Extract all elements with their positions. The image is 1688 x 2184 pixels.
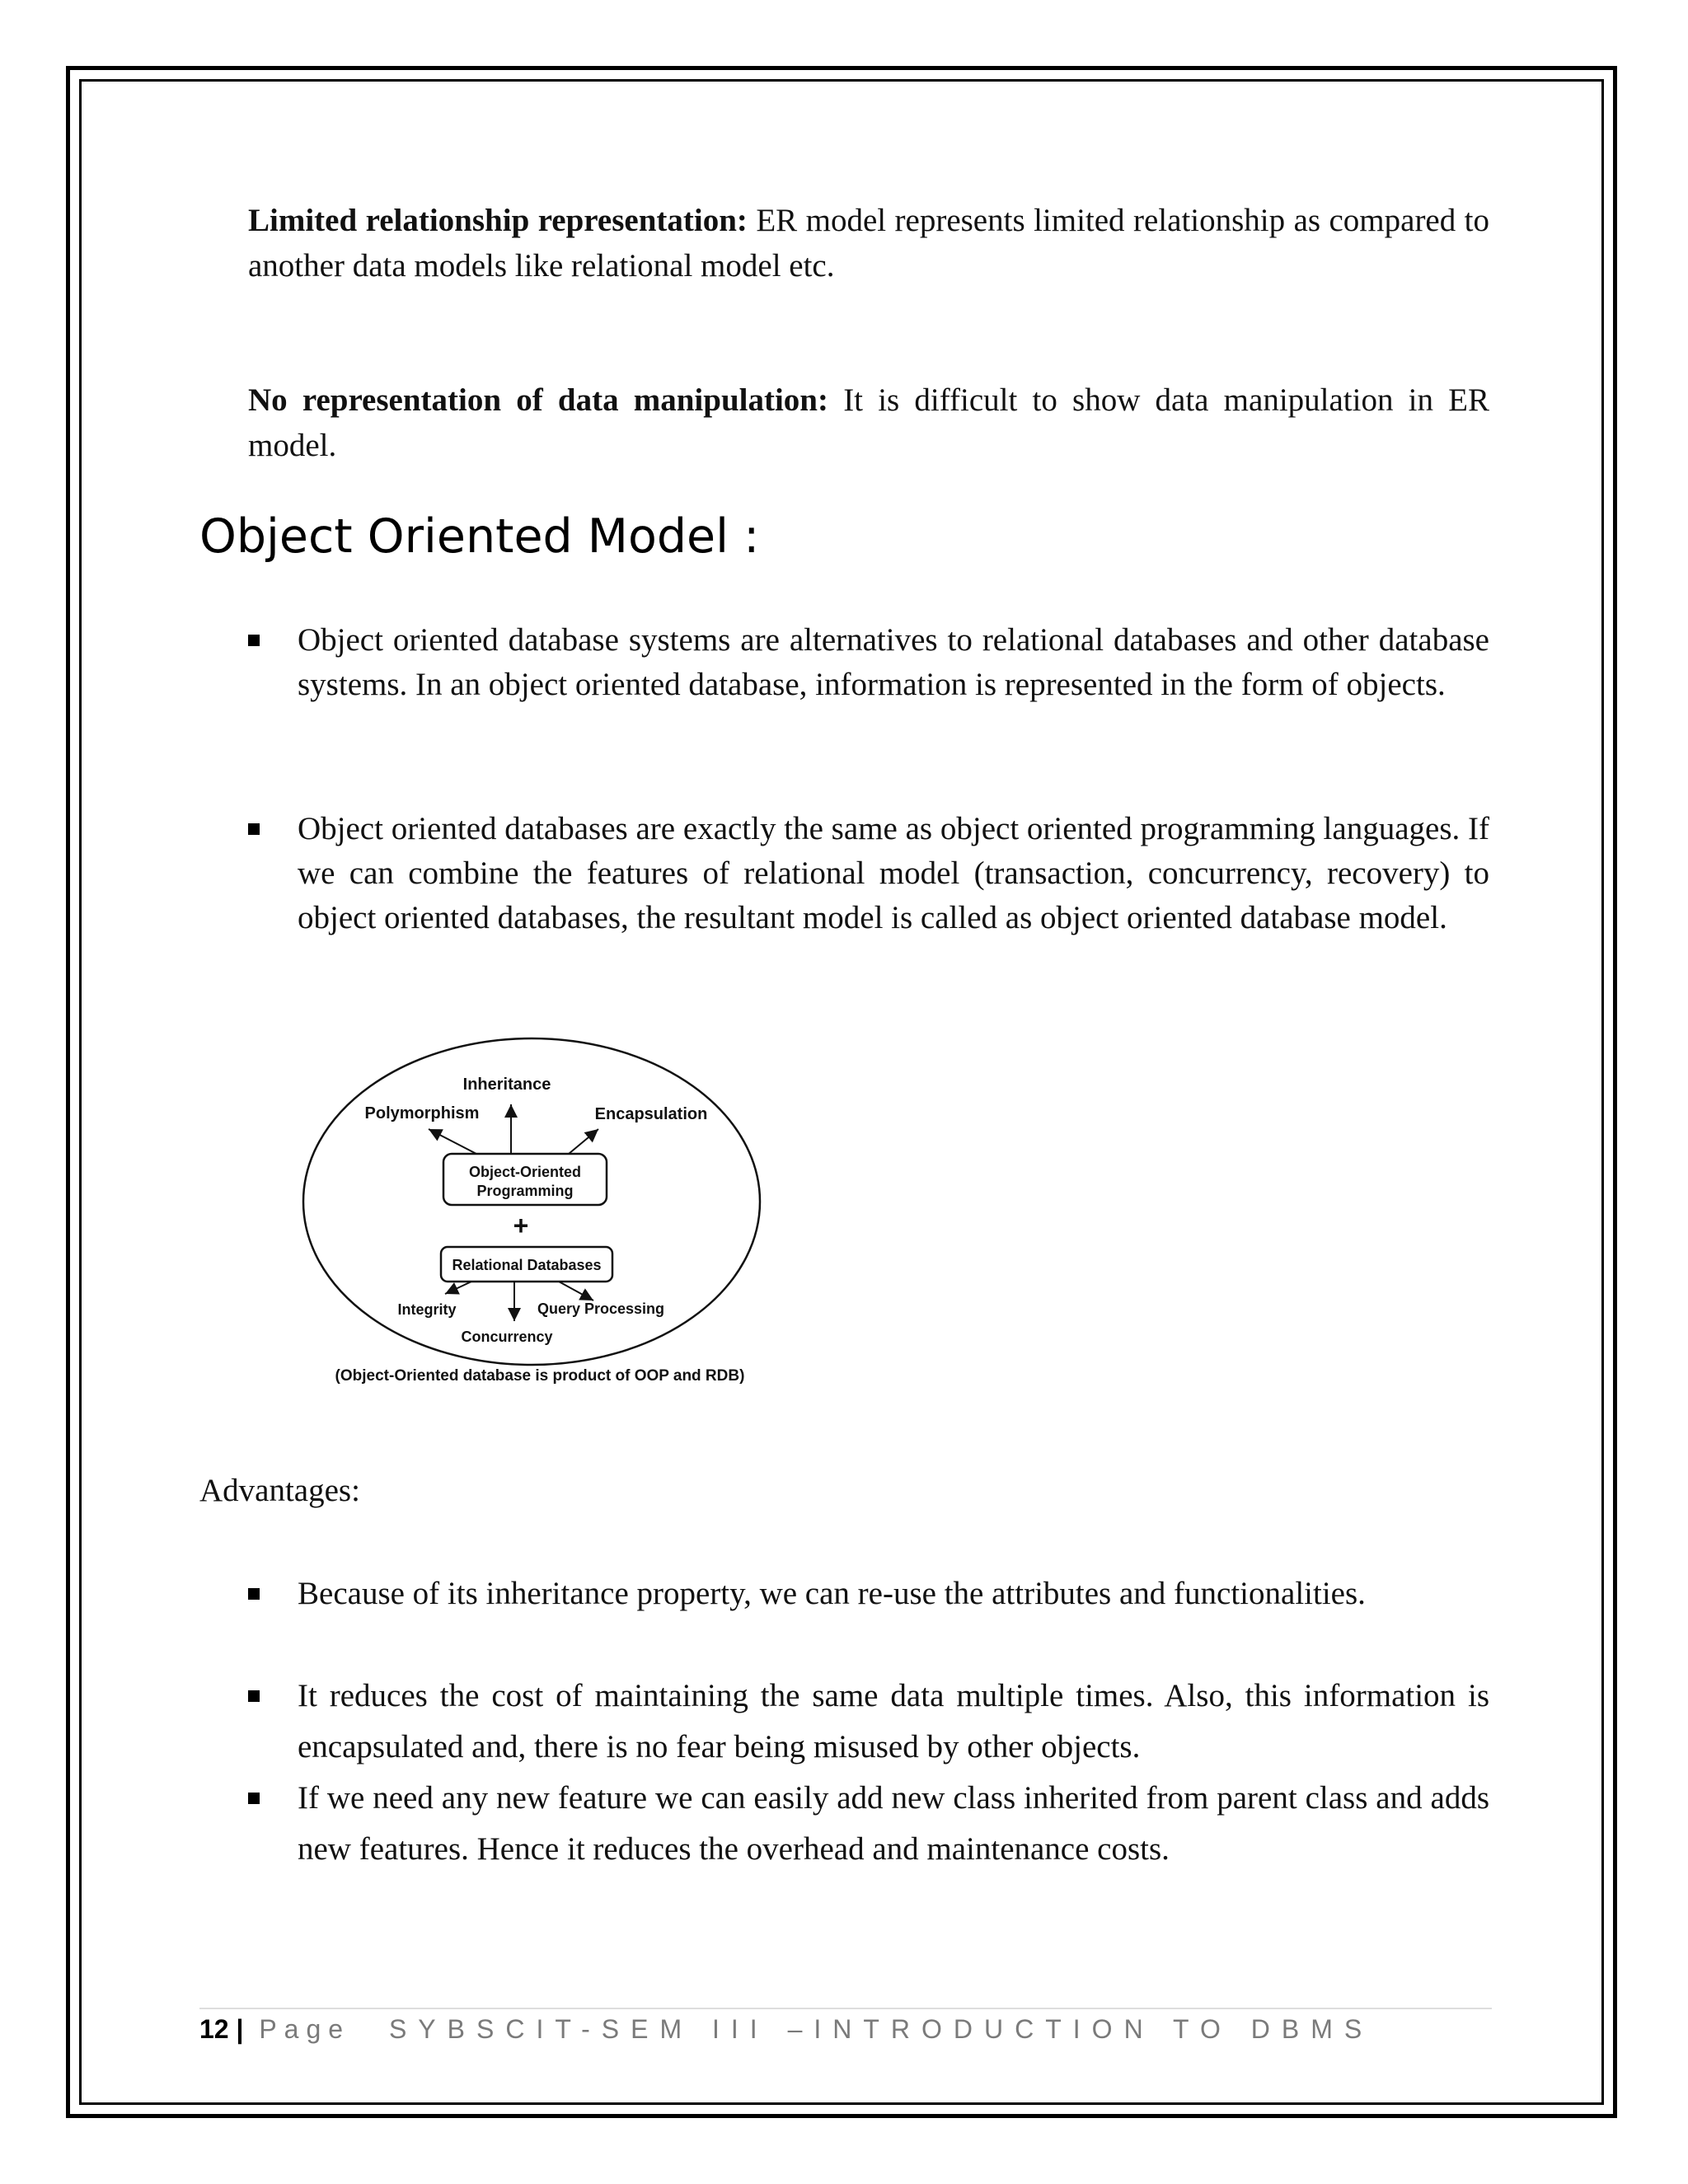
- polymorphism-label: Polymorphism: [364, 1104, 480, 1122]
- object-bullet-2: [248, 807, 1489, 940]
- object-bullet-1: [248, 618, 1489, 707]
- integrity-label: Integrity: [397, 1301, 457, 1318]
- page-number: 12: [199, 2014, 229, 2044]
- page-footer: [199, 2014, 1373, 2045]
- oodb-diagram: [297, 1030, 791, 1401]
- footer-separator: |: [236, 2014, 244, 2044]
- arrow-query-processing: [559, 1282, 593, 1301]
- page-label: Page: [259, 2014, 351, 2044]
- bullet-square-icon: [248, 823, 260, 835]
- advantage-bullet-text: It reduces the cost of maintaining the same data multiple times. Also, this information is encapsulated and, there is no fear being misused by other objects.: [298, 1678, 1489, 1765]
- arrow-polymorphism: [429, 1129, 476, 1154]
- limited-relationship-body: ER model represents limited relationship as compared to another data models like relational model etc.: [248, 203, 1490, 284]
- bullet-square-icon: [248, 1588, 260, 1600]
- section-heading: Object Oriented Model :: [199, 509, 760, 564]
- arrow-integrity: [445, 1282, 471, 1294]
- limited-relationship-paragraph: [248, 198, 1489, 288]
- inheritance-label: Inheritance: [462, 1076, 551, 1094]
- oodb-diagram-svg: [297, 1030, 791, 1401]
- advantage-bullet-text: If we need any new feature we can easily add new class inherited from parent class and adds new features. Hence it reduces the overhead and maintenance costs.: [298, 1780, 1489, 1867]
- query-processing-label: Query Processing: [537, 1301, 665, 1317]
- bullet-square-icon: [248, 1793, 260, 1804]
- oop-label-line1: Object-Oriented: [468, 1164, 582, 1180]
- plus-sign: +: [513, 1211, 529, 1240]
- no-data-manipulation-body: It is difficult to show data manipulation in ER model.: [248, 382, 1490, 463]
- limited-relationship-term: Limited relationship representation:: [248, 203, 748, 238]
- no-data-manipulation-paragraph: [248, 377, 1489, 468]
- footer-divider: [199, 2008, 1492, 2009]
- oop-label-line2: Programming: [476, 1183, 574, 1199]
- object-bullet-text: Object oriented databases are exactly the same as object oriented programming languages. If we can combine the features of relational model (transaction, concurrency, recovery) to object oriented databases, the resultant model is called as object oriented database model.: [298, 811, 1489, 935]
- bullet-square-icon: [248, 635, 260, 646]
- no-data-manipulation-term: No representation of data manipulation:: [248, 382, 828, 418]
- advantage-bullet-3: [248, 1773, 1489, 1875]
- diagram-caption: (Object-Oriented database is product of OOP and RDB): [335, 1367, 745, 1385]
- encapsulation-label: Encapsulation: [594, 1105, 708, 1123]
- advantage-bullet-1: [248, 1568, 1489, 1619]
- bullet-square-icon: [248, 1690, 260, 1702]
- course-title: SYBSCIT-SEM III –INTRODUCTION TO DBMS: [388, 2014, 1374, 2044]
- object-bullet-text: Object oriented database systems are alternatives to relational databases and other database systems. In an object oriented database, information is represented in the form of objects.: [298, 622, 1489, 702]
- concurrency-label: Concurrency: [461, 1329, 553, 1345]
- advantage-bullet-text: Because of its inheritance property, we can re-use the attributes and functionalities.: [298, 1576, 1366, 1611]
- arrow-encapsulation: [569, 1129, 598, 1154]
- advantages-label: Advantages:: [199, 1473, 360, 1508]
- advantage-bullet-2: [248, 1671, 1489, 1773]
- rdb-label: Relational Databases: [452, 1257, 602, 1273]
